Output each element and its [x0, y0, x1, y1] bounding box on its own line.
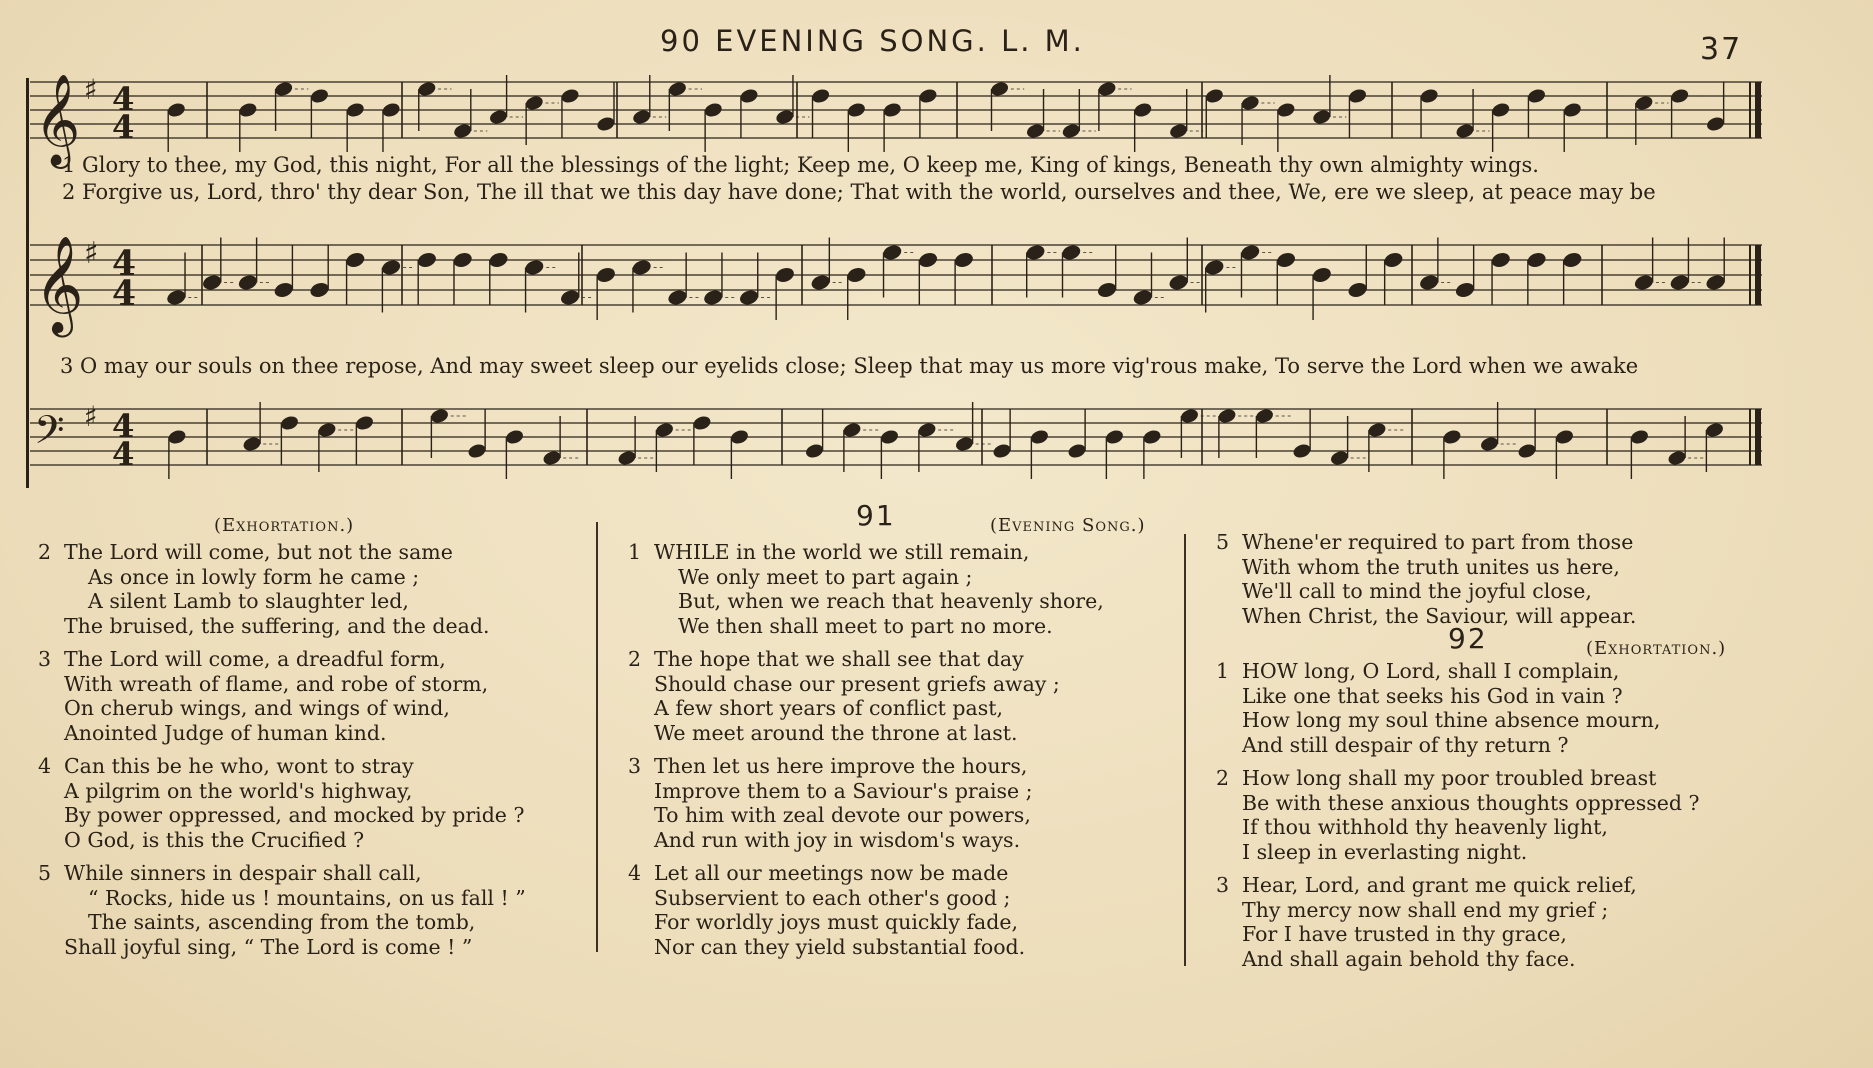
stanza [628, 861, 1188, 959]
svg-text:♯: ♯ [84, 399, 98, 433]
stanza [628, 647, 1188, 745]
hymn-number: 91 [856, 499, 896, 532]
stanza-number: 1 [1216, 659, 1230, 683]
verse-line: To him with zeal devote our powers, [654, 803, 1031, 827]
verse-line: Like one that seeks his God in vain ? [1242, 683, 1623, 708]
verse-line: Be with these anxious thoughts oppressed ? [1242, 790, 1700, 815]
verse-line: When Christ, the Saviour, will appear. [1242, 603, 1637, 628]
verse-line: The bruised, the suffering, and the dead. [64, 613, 490, 638]
stanza-number: 5 [1216, 530, 1230, 554]
column-divider [1184, 534, 1186, 966]
hymn-90-extra-verses [38, 510, 598, 968]
svg-text:𝄞: 𝄞 [34, 235, 84, 333]
music-staff-bass [22, 395, 1772, 495]
verse-line: I sleep in everlasting night. [1242, 839, 1528, 864]
verse-line: Improve them to a Saviour's praise ; [654, 778, 1033, 803]
verse-line: If thou withhold thy heavenly light, [1242, 815, 1608, 839]
svg-text:♯: ♯ [84, 72, 98, 106]
column-1-header [38, 510, 598, 540]
stanza-number: 2 [38, 540, 52, 564]
stanza [628, 540, 1188, 638]
verse-line: Subservient to each other's good ; [654, 885, 1011, 910]
stanza [1216, 530, 1816, 628]
verse-line: Shall joyful sing, “ The Lord is come ! ” [64, 934, 473, 959]
lyrics-line-3: 3 O may our souls on thee repose, And may sweet sleep our eyelids close; Sleep that may us more vig'rous make, To serve the Lord when we awake [60, 354, 1639, 378]
hymn-91 [628, 499, 1188, 968]
verse-line: HOW long, O Lord, shall I complain, [1242, 659, 1620, 683]
stanza-number: 3 [628, 754, 642, 778]
svg-text:♯: ♯ [84, 236, 99, 271]
verse-line: Can this be he who, wont to stray [64, 754, 414, 778]
verse-line: How long shall my poor troubled breast [1242, 766, 1657, 790]
stanza [628, 754, 1188, 852]
svg-text:4: 4 [112, 108, 135, 146]
verse-line: A few short years of conflict past, [654, 696, 1004, 720]
svg-text:4: 4 [112, 435, 135, 473]
stanza-number: 4 [38, 754, 52, 778]
verse-line: The hope that we shall see that day [654, 647, 1024, 671]
system-bracket [26, 78, 29, 488]
music-staff-treble-2 [22, 225, 1772, 355]
verse-line: We then shall meet to part no more. [678, 613, 1053, 638]
stanza-number: 4 [628, 861, 642, 885]
verse-line: Nor can they yield substantial food. [654, 934, 1026, 959]
svg-text:𝄢: 𝄢 [34, 408, 65, 463]
verse-line: With wreath of flame, and robe of storm, [64, 671, 489, 696]
verse-line: As once in lowly form he came ; [88, 564, 420, 589]
svg-text:4: 4 [112, 80, 135, 118]
verse-line: And run with joy in wisdom's ways. [654, 827, 1021, 852]
verse-line: The Lord will come, a dreadful form, [64, 647, 446, 671]
verse-line: “ Rocks, hide us ! mountains, on us fall ! ” [88, 885, 526, 910]
stanza [1216, 766, 1816, 864]
hymn-91-header [628, 499, 1188, 540]
hymn-92-label: (Exhortation.) [1586, 638, 1727, 659]
verse-line: On cherub wings, and wings of wind, [64, 696, 450, 720]
verse-line: We'll call to mind the joyful close, [1242, 579, 1592, 603]
stanza-number: 3 [1216, 873, 1230, 897]
verse-line: Then let us here improve the hours, [654, 754, 1028, 778]
stanza-number: 2 [628, 647, 642, 671]
stanza [1216, 873, 1816, 971]
stanza [1216, 659, 1816, 757]
verse-line: Thy mercy now shall end my grief ; [1242, 897, 1609, 922]
column-1-label: (Exhortation.) [214, 515, 355, 536]
stanza [38, 647, 598, 745]
hymn-91-label: (Evening Song.) [990, 515, 1146, 536]
hymn-91-continued-and-hymn-92 [1216, 530, 1816, 980]
page-header [0, 22, 1873, 67]
verse-line: The saints, ascending from the tomb, [88, 910, 476, 934]
verse-line: For I have trusted in thy grace, [1242, 922, 1567, 946]
stanza [38, 540, 598, 638]
verse-line: A pilgrim on the world's highway, [64, 778, 413, 803]
verse-line: O God, is this the Crucified ? [64, 827, 365, 852]
stanza [38, 861, 598, 959]
hymn-92-header [1216, 622, 1816, 659]
verse-line: Let all our meetings now be made [654, 861, 1009, 885]
page-number: 37 [1700, 32, 1743, 67]
verse-line: We meet around the throne at last. [654, 720, 1018, 745]
verse-line: And still despair of thy return ? [1242, 732, 1569, 757]
verse-line: But, when we reach that heavenly shore, [678, 589, 1104, 613]
verse-line: How long my soul thine absence mourn, [1242, 708, 1661, 732]
verse-line: With whom the truth unites us here, [1242, 554, 1620, 579]
hymn-title: 90 EVENING SONG. L. M. [660, 24, 1085, 58]
lyrics-line-1: 1 Glory to thee, my God, this night, For all the blessings of the light; Keep me, O keep me, King of kings, Beneath thy own almighty wings. [62, 153, 1539, 177]
verse-line: By power oppressed, and mocked by pride ? [64, 803, 525, 827]
column-divider [596, 522, 598, 952]
verse-line: Anointed Judge of human kind. [64, 720, 387, 745]
verse-line: Whene'er required to part from those [1242, 530, 1634, 554]
verse-line: WHILE in the world we still remain, [654, 540, 1030, 564]
stanza [38, 754, 598, 852]
stanza-number: 1 [628, 540, 642, 564]
verse-line: For worldly joys must quickly fade, [654, 910, 1019, 934]
verse-line: Should chase our present griefs away ; [654, 671, 1060, 696]
svg-text:4: 4 [112, 407, 135, 445]
verse-line: And shall again behold thy face. [1242, 946, 1576, 971]
verse-line: A silent Lamb to slaughter led, [88, 589, 409, 613]
lyrics-line-2: 2 Forgive us, Lord, thro' thy dear Son, The ill that we this day have done; That with the world, ourselves and thee, We, ere we sleep, at peace may be [62, 180, 1656, 204]
verse-line: While sinners in despair shall call, [64, 861, 422, 885]
svg-text:4: 4 [112, 244, 137, 284]
verse-line: Hear, Lord, and grant me quick relief, [1242, 873, 1637, 897]
verse-line: We only meet to part again ; [678, 564, 973, 589]
stanza-number: 2 [1216, 766, 1230, 790]
hymn-number: 92 [1448, 622, 1488, 655]
stanza-number: 3 [38, 647, 52, 671]
svg-text:𝄞: 𝄞 [34, 74, 81, 165]
stanza-number: 5 [38, 861, 52, 885]
verse-line: The Lord will come, but not the same [64, 540, 453, 564]
svg-text:4: 4 [112, 274, 137, 314]
